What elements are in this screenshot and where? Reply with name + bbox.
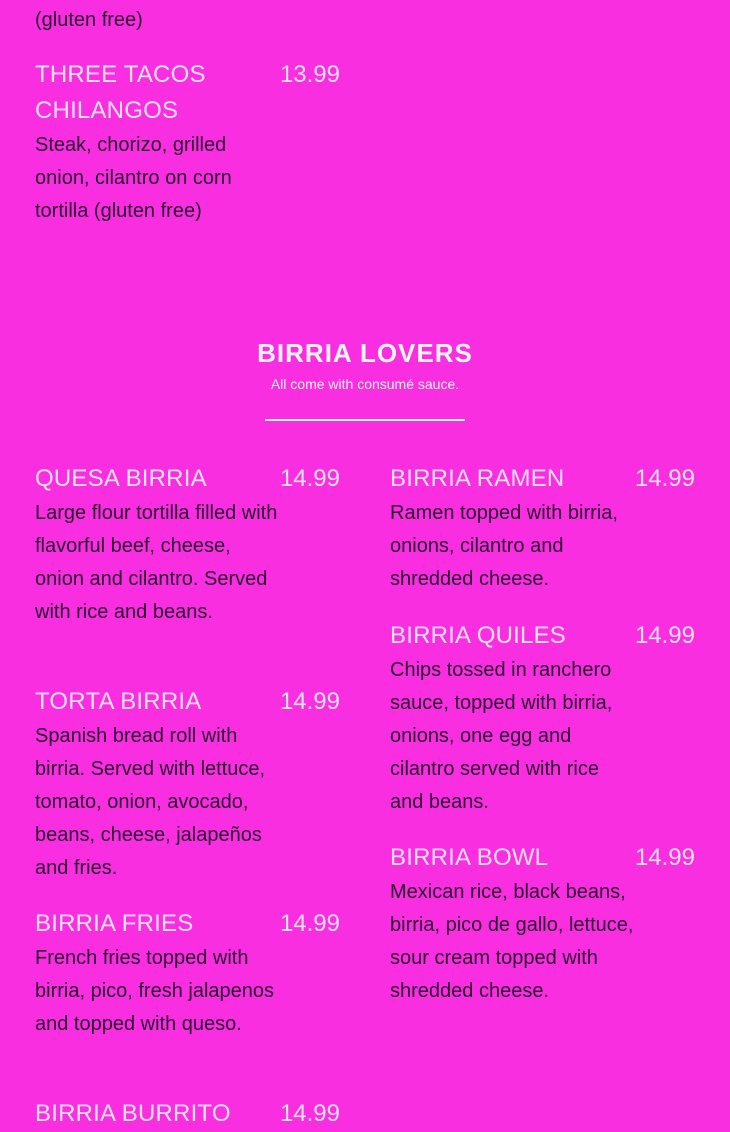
menu-item-price: 13.99: [279, 61, 340, 88]
menu-item-price: 14.99: [279, 910, 340, 937]
menu-item-description: Ramen topped with birria, onions, cilantro and shredded cheese.: [390, 502, 618, 590]
menu-item-name: BIRRIA FRIES: [35, 910, 194, 937]
menu-item-three-tacos-chilangos: [35, 57, 340, 228]
menu-item-description: French fries topped with birria, pico, fresh jalapenos and topped with queso.: [35, 947, 275, 1035]
menu-item-name: THREE TACOS CHILANGOS: [35, 61, 206, 124]
menu-item-name: BIRRIA BOWL: [390, 844, 549, 871]
menu-item-description: Steak, chorizo, grilled onion, cilantro on corn tortilla (gluten free): [35, 134, 232, 222]
menu-item-description: Chips tossed in ranchero sauce, topped with birria, onions, one egg and cilantro served with rice and beans.: [390, 659, 613, 813]
menu-item-price: 14.99: [634, 465, 695, 492]
menu-item-name: BIRRIA RAMEN: [390, 465, 565, 492]
menu-item-torta-birria: [35, 684, 340, 885]
menu-item-description: Large flour tortilla filled with flavorful beef, cheese, onion and cilantro. Served with rice and beans.: [35, 502, 278, 623]
section-divider: [265, 419, 465, 421]
menu-item-name: BIRRIA BURRITO: [35, 1100, 231, 1127]
menu-item-price: 14.99: [634, 844, 695, 871]
menu-item-birria-burrito-partial: [35, 1096, 340, 1127]
menu-item-header: [35, 1096, 340, 1132]
menu-item-birria-quiles: [390, 618, 695, 819]
menu-item-name: QUESA BIRRIA: [35, 465, 207, 492]
menu-item-price: 14.99: [279, 465, 340, 492]
menu-item-quesa-birria: [35, 461, 340, 629]
section-subtitle: All come with consumé sauce.: [270, 376, 460, 392]
menu-item-header: [35, 684, 340, 720]
menu-item-header: [390, 461, 695, 497]
menu-item-header: [35, 906, 340, 942]
menu-item-price: 14.99: [279, 688, 340, 715]
menu-item-header: [35, 461, 340, 497]
menu-item-description: Spanish bread roll with birria. Served with lettuce, tomato, onion, avocado, beans, cheese, jalapeños and fries.: [35, 725, 266, 879]
menu-item-price: 14.99: [279, 1100, 340, 1127]
menu-item-name: TORTA BIRRIA: [35, 688, 202, 715]
menu-item-birria-ramen: [390, 461, 695, 596]
menu-item-price: 14.99: [634, 622, 695, 649]
menu-item-birria-bowl: [390, 840, 695, 1008]
menu-item-birria-fries: [35, 906, 340, 1041]
menu-item-header: [35, 57, 340, 129]
section-title: BIRRIA LOVERS: [257, 338, 473, 368]
menu-item-description: Mexican rice, black beans, birria, pico de gallo, lettuce, sour cream topped with shredded cheese.: [390, 881, 634, 1002]
previous-item-description-fragment: (gluten free): [35, 9, 143, 31]
menu-item-header: [390, 618, 695, 654]
menu-item-name: BIRRIA QUILES: [390, 622, 566, 649]
menu-item-header: [390, 840, 695, 876]
